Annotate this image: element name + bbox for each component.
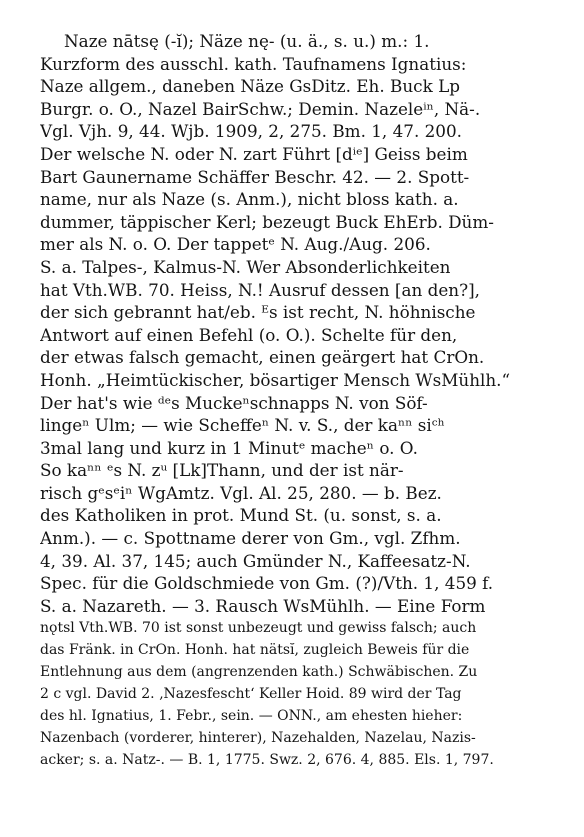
entry-line: S. a. Nazareth. — 3. Rausch WsMühlh. — Eine Form xyxy=(40,595,486,616)
entry-line: Naze allgem., daneben Näze GsDitz. Eh. Buck Lp xyxy=(40,76,460,97)
entry-line: Der welsche N. oder N. zart Führt [dⁱᵉ] Geiss beim xyxy=(40,143,468,164)
entry-line: 4, 39. Al. 37, 145; auch Gmünder N., Kaffeesatz-N. xyxy=(40,550,471,571)
entry-line: Burgr. o. O., Nazel BairSchw.; Demin. Nazeleⁱⁿ, Nä-. xyxy=(40,98,481,119)
note-line: des hl. Ignatius, 1. Febr., sein. — ONN., am ehesten hieher: xyxy=(40,708,463,725)
entry-first-line: Naze nātsę (-ĭ); Näze nę- (u. ä., s. u.) m.: 1. xyxy=(64,31,430,51)
note-line: Nazenbach (vorderer, hinterer), Nazehalden, Nazelau, Nazis- xyxy=(40,730,476,747)
note-line: das Fränk. in CrOn. Honh. hat nätsĭ, zugleich Beweis für die xyxy=(40,642,470,659)
entry-notes xyxy=(40,617,554,771)
entry-line: hat Vth.WB. 70. Heiss, N.! Ausruf dessen [an den?], xyxy=(40,279,480,300)
entry-line: dummer, täppischer Kerl; bezeugt Buck EhErb. Düm- xyxy=(40,211,494,232)
entry-line: Der hat's wie ᵈᵉs Muckeⁿschnapps N. von Söf- xyxy=(40,392,428,413)
entry-line: Bart Gaunername Schäffer Beschr. 42. — 2. Spott- xyxy=(40,166,470,187)
entry-line: Anm.). — c. Spottname derer von Gm., vgl. Zfhm. xyxy=(40,528,461,549)
entry-line: Vgl. Vjh. 9, 44. Wjb. 1909, 2, 275. Bm. 1, 47. 200. xyxy=(40,121,462,142)
entry-line: Honh. „Heimtückischer, bösartiger Mensch WsMühlh.“ xyxy=(40,369,511,390)
entry-body xyxy=(40,30,554,617)
note-line: nǫtsl Vth.WB. 70 ist sonst unbezeugt und gewiss falsch; auch xyxy=(40,620,477,637)
entry-line: Antwort auf einen Befehl (o. O.). Schelte für den, xyxy=(40,324,458,345)
entry-line: lingeⁿ Ulm; — wie Scheffeⁿ N. v. S., der kaⁿⁿ siᶜʰ xyxy=(40,415,445,436)
entry-line: Spec. für die Goldschmiede von Gm. (?)/Vth. 1, 459 f. xyxy=(40,573,494,594)
entry-line: des Katholiken in prot. Mund St. (u. sonst, s. a. xyxy=(40,505,442,526)
note-line: acker; s. a. Natz-. — B. 1, 1775. Swz. 2, 676. 4, 885. Els. 1, 797. xyxy=(40,752,494,769)
entry-line: risch gᵉsᵉiⁿ WgAmtz. Vgl. Al. 25, 280. — b. Bez. xyxy=(40,482,442,503)
note-line: 2 c vgl. David 2. ‚Nazesfescht‘ Keller Hoid. 89 wird der Tag xyxy=(40,686,462,703)
note-line: Entlehnung aus dem (angrenzenden kath.) Schwäbischen. Zu xyxy=(40,664,478,681)
entry-line: mer als N. o. O. Der tappetᵉ N. Aug./Aug. 206. xyxy=(40,234,431,255)
entry-line: So kaⁿⁿ ᵉs N. zᵘ [Lk]Thann, und der ist när- xyxy=(40,460,404,481)
entry-line: Kurzform des ausschl. kath. Taufnamens Ignatius: xyxy=(40,53,467,74)
entry-line: name, nur als Naze (s. Anm.), nicht bloss kath. a. xyxy=(40,189,459,210)
dictionary-entry-naze xyxy=(40,30,554,771)
entry-line: der sich gebrannt hat/eb. ᴱs ist recht, N. höhnische xyxy=(40,302,476,323)
entry-line: S. a. Talpes-, Kalmus-N. Wer Absonderlichkeiten xyxy=(40,256,451,277)
entry-line: der etwas falsch gemacht, einen geärgert hat CrOn. xyxy=(40,347,485,368)
entry-line: 3mal lang und kurz in 1 Minutᵉ macheⁿ o. O. xyxy=(40,437,418,458)
